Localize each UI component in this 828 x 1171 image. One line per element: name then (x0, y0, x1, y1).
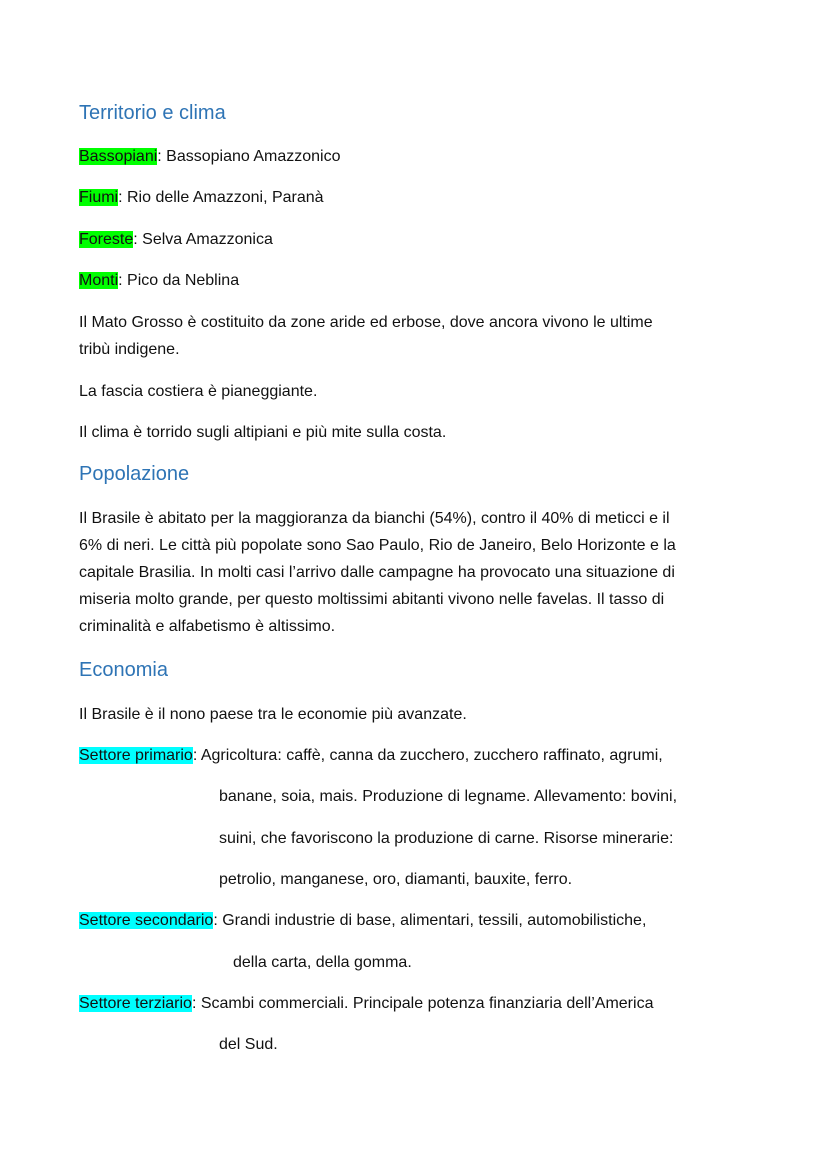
list-item-monti (79, 267, 239, 294)
list-item-foreste (79, 226, 273, 253)
heading-economia: Economia (79, 659, 168, 681)
highlight-term: Bassopiani (79, 148, 158, 165)
list-item-bassopiani (79, 143, 341, 170)
paragraph-line: 6% di neri. Le città più popolate sono Sao Paulo, Rio de Janeiro, Belo Horizonte e la (79, 537, 676, 554)
list-item-fiumi (79, 184, 324, 211)
settore-primario-line (79, 742, 663, 769)
highlight-term: Settore terziario (79, 995, 192, 1012)
item-text: : Scambi commerciali. Principale potenza finanziaria dell’America (191, 995, 654, 1012)
paragraph-line: capitale Brasilia. In molti casi l’arrivo dalle campagne ha provocato una situazione di (79, 564, 675, 581)
settore-primario-line: banane, soia, mais. Produzione di legname. Allevamento: bovini, (219, 788, 678, 805)
paragraph-mato-grosso (79, 309, 653, 363)
paragraph-line: Il Brasile è abitato per la maggioranza da bianchi (54%), contro il 40% di meticci e il (79, 510, 670, 527)
settore-secondario-line (79, 907, 646, 934)
highlight-term: Foreste (79, 231, 134, 248)
item-text: : Bassopiano Amazzonico (157, 148, 341, 165)
paragraph-line: criminalità e alfabetismo è altissimo. (79, 618, 336, 635)
paragraph-line: Il Mato Grosso è costituito da zone aride ed erbose, dove ancora vivono le ultime (79, 314, 653, 331)
heading-territorio: Territorio e clima (79, 102, 226, 124)
settore-primario-line: petrolio, manganese, oro, diamanti, bauxite, ferro. (219, 871, 573, 888)
paragraph-line: tribù indigene. (79, 341, 180, 358)
settore-secondario-line: della carta, della gomma. (233, 954, 412, 971)
paragraph-economia-intro: Il Brasile è il nono paese tra le economie più avanzate. (79, 706, 467, 723)
heading-popolazione: Popolazione (79, 463, 190, 485)
highlight-term: Monti (79, 272, 119, 289)
item-text: : Pico da Neblina (118, 272, 240, 289)
settore-terziario-line: del Sud. (219, 1036, 278, 1053)
paragraph-popolazione (79, 505, 676, 640)
highlight-term: Settore primario (79, 747, 193, 764)
paragraph-line: miseria molto grande, per questo moltissimi abitanti vivono nelle favelas. Il tasso di (79, 591, 665, 608)
item-text: : Selva Amazzonica (133, 231, 273, 248)
paragraph-clima: Il clima è torrido sugli altipiani e più mite sulla costa. (79, 424, 447, 441)
settore-terziario-line (79, 990, 653, 1017)
settore-primario-line: suini, che favoriscono la produzione di carne. Risorse minerarie: (219, 830, 674, 847)
highlight-term: Fiumi (79, 189, 119, 206)
highlight-term: Settore secondario (79, 912, 214, 929)
paragraph-costa: La fascia costiera è pianeggiante. (79, 383, 318, 400)
item-text: : Rio delle Amazzoni, Paranà (118, 189, 324, 206)
item-text: : Grandi industrie di base, alimentari, tessili, automobilistiche, (213, 912, 647, 929)
item-text: : Agricoltura: caffè, canna da zucchero, zucchero raffinato, agrumi, (192, 747, 663, 764)
